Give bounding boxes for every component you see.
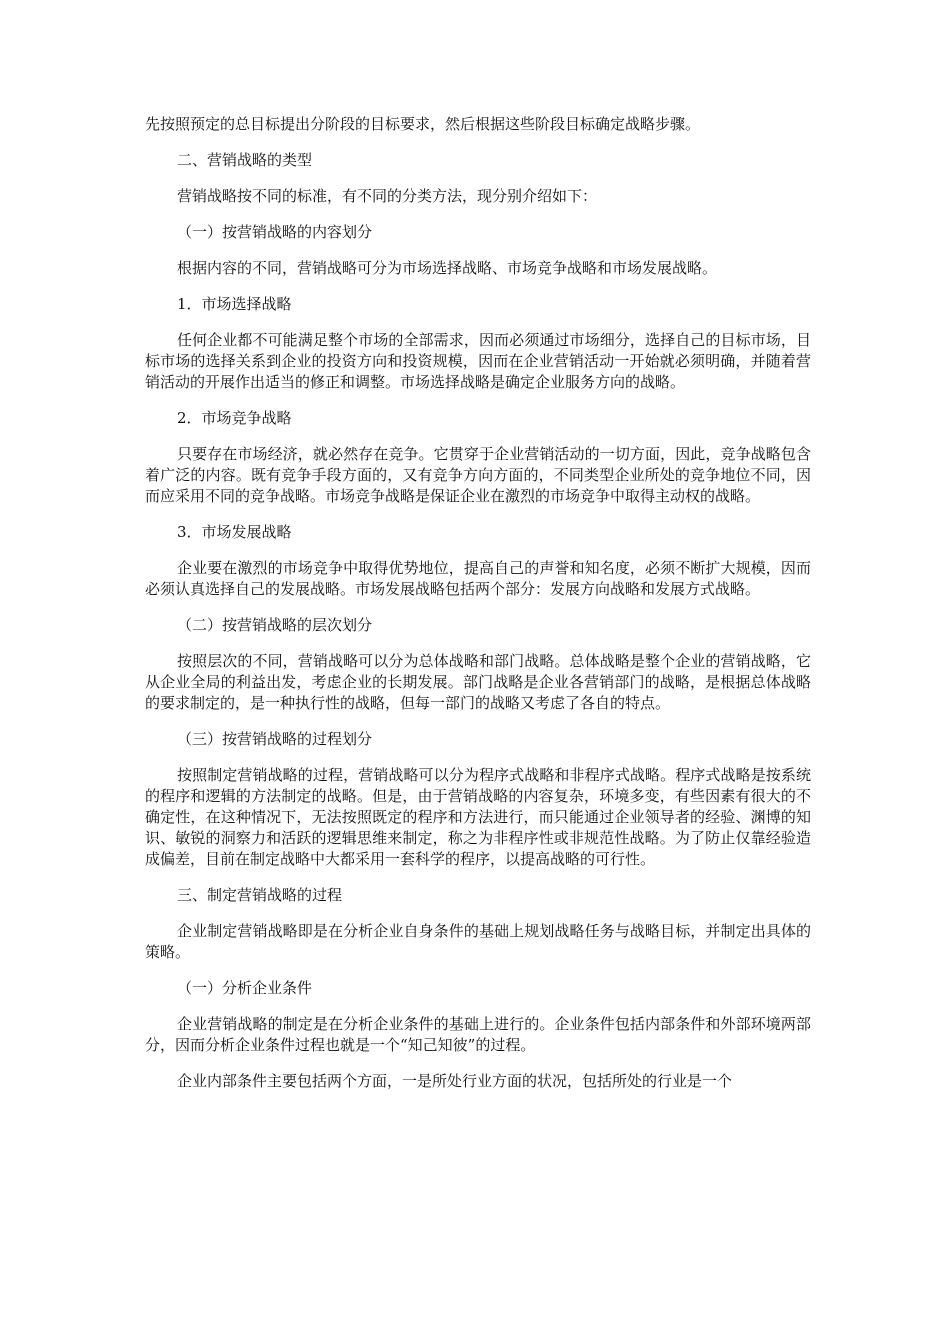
paragraph: 企业营销战略的制定是在分析企业条件的基础上进行的。企业条件包括内部条件和外部环境两部分，因而分析企业条件过程也就是一个“知己知彼”的过程。 (145, 1015, 811, 1054)
item-heading: 3．市场发展战略 (177, 523, 292, 541)
section-heading: 二、营销战略的类型 (177, 151, 313, 169)
paragraph: 根据内容的不同，营销战略可分为市场选择战略、市场竞争战略和市场发展战略。 (177, 259, 718, 277)
paragraph: 企业要在激烈的市场竞争中取得优势地位，提高自己的声誉和知名度，必须不断扩大规模，因而必须认真选择自己的发展战略。市场发展战略包括两个部分：发展方向战略和发展方式战略。 (145, 559, 811, 598)
paragraph: 企业制定营销战略即是在分析企业自身条件的基础上规划战略任务与战略目标，并制定出具体的策略。 (145, 922, 811, 961)
paragraph: 按照层次的不同，营销战略可以分为总体战略和部门战略。总体战略是整个企业的营销战略，它从企业全局的利益出发，考虑企业的长期发展。部门战略是企业各营销部门的战略，是根据总体战略的要求制定的，是一种执行性的战略，但每一部门的战略又考虑了各自的特点。 (145, 652, 811, 712)
paragraph: 营销战略按不同的标准，有不同的分类方法，现分别介绍如下： (177, 187, 598, 205)
paragraph: 按照制定营销战略的过程，营销战略可以分为程序式战略和非程序式战略。程序式战略是按系统的程序和逻辑的方法制定的战略。但是，由于营销战略的内容复杂，环境多变，有些因素有很大的不确定性，在这种情况下，无法按照既定的程序和方法进行，而只能通过企业领导者的经验、渊博的知识、敏锐的洞察力和活跃的逻辑思维来制定，称之为非程序性或非规范性战略。为了防止仅靠经验造成偏差，目前在制定战略中大都采用一套科学的程序，以提高战略的可行性。 (145, 766, 811, 868)
subsection-heading: （一）分析企业条件 (177, 979, 313, 997)
document-body (145, 114, 811, 1107)
paragraph: 企业内部条件主要包括两个方面，一是所处行业方面的状况，包括所处的行业是一个 (177, 1072, 733, 1090)
paragraph: 先按照预定的总目标提出分阶段的目标要求，然后根据这些阶段目标确定战略步骤。 (145, 115, 701, 133)
paragraph: 只要存在市场经济，就必然存在竞争。它贯穿于企业营销活动的一切方面，因此，竞争战略包含着广泛的内容。既有竞争手段方面的，又有竞争方向方面的，不同类型企业所处的竞争地位不同，因而应采用不同的竞争战略。市场竞争战略是保证企业在激烈的市场竞争中取得主动权的战略。 (145, 445, 811, 505)
subsection-heading: （二）按营销战略的层次划分 (177, 616, 373, 634)
item-heading: 1．市场选择战略 (177, 295, 292, 313)
subsection-heading: （三）按营销战略的过程划分 (177, 730, 373, 748)
subsection-heading: （一）按营销战略的内容划分 (177, 223, 373, 241)
paragraph: 任何企业都不可能满足整个市场的全部需求，因而必须通过市场细分，选择自己的目标市场，目标市场的选择关系到企业的投资方向和投资规模，因而在企业营销活动一开始就必须明确，并随着营销活动的开展作出适当的修正和调整。市场选择战略是确定企业服务方向的战略。 (145, 331, 811, 391)
section-heading: 三、制定营销战略的过程 (177, 886, 343, 904)
item-heading: 2．市场竞争战略 (177, 409, 292, 427)
